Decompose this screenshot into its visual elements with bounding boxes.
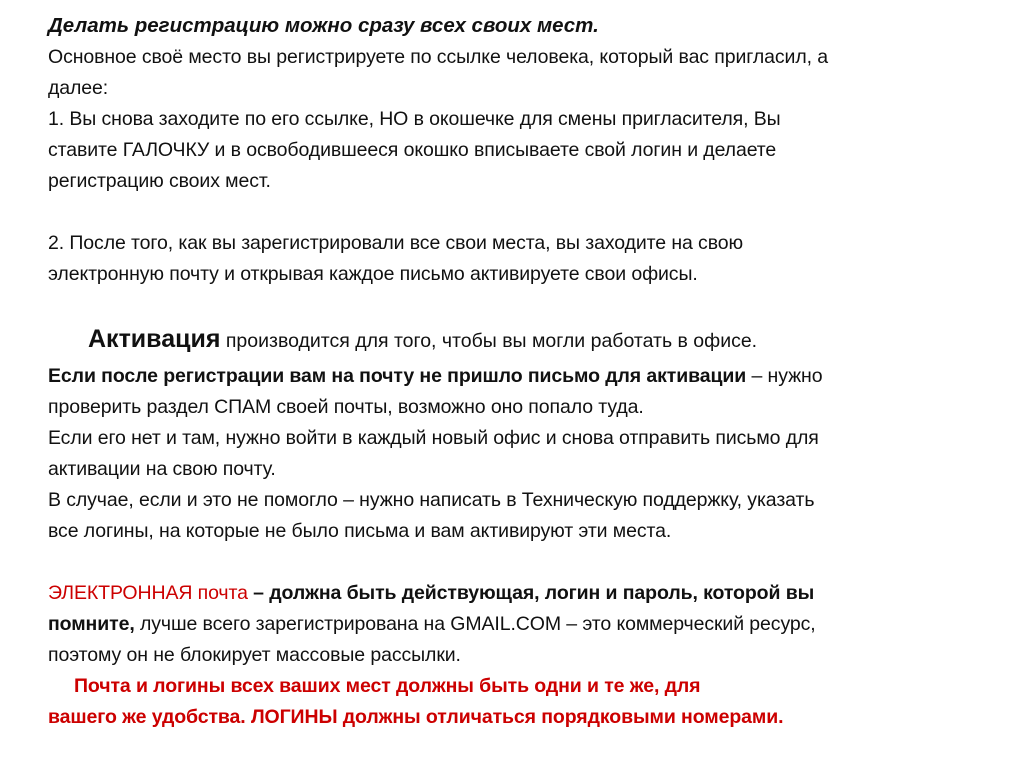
email-bold-requirement: – должна быть действующая, логин и пароль, которой вы [247, 582, 815, 604]
email-recommendation: лучше всего зарегистрирована на GMAIL.COM – это коммерческий ресурс, [134, 613, 816, 635]
no-email-line-1 [48, 361, 998, 392]
slide-heading: Делать регистрацию можно сразу всех своих мест. [48, 14, 599, 37]
intro-line-1: Основное своё место вы регистрируете по ссылке человека, который вас пригласил, а [48, 46, 828, 68]
email-bold-remember: помните, [48, 613, 135, 635]
step2-line-2: электронную почту и открывая каждое письмо активируете свои офисы. [48, 263, 698, 285]
activation-paragraph [48, 321, 998, 361]
email-red-label: ЭЛЕКТРОННАЯ почта [48, 582, 248, 604]
final-note-line-1: Почта и логины всех ваших мест должны быть одни и те же, для [74, 675, 701, 697]
spacer [48, 197, 998, 228]
step1-line-3: регистрацию своих мест. [48, 170, 271, 192]
email-note-line-2 [48, 609, 998, 640]
email-note-line-3: поэтому он не блокирует массовые рассылки. [48, 644, 461, 666]
no-email-line-2: проверить раздел СПАМ своей почты, возможно оно попало туда. [48, 396, 644, 418]
email-note-line-1 [48, 578, 998, 609]
no-email-line-3: Если его нет и там, нужно войти в каждый новый офис и снова отправить письмо для [48, 427, 819, 449]
step1-line-2: ставите ГАЛОЧКУ и в освободившееся окошко вписываете свой логин и делаете [48, 139, 777, 161]
no-email-bold: Если после регистрации вам на почту не пришло письмо для активации [48, 365, 747, 387]
final-note-line-2: вашего же удобства. ЛОГИНЫ должны отличаться порядковыми номерами. [48, 706, 784, 728]
intro-line-2: далее: [48, 77, 109, 99]
activation-word: Активация [88, 325, 221, 353]
activation-rest: производится для того, чтобы вы могли работать в офисе. [220, 330, 758, 352]
no-email-line-6: все логины, на которые не было письма и вам активируют эти места. [48, 520, 672, 542]
spacer [48, 290, 998, 321]
no-email-line-5: В случае, если и это не помогло – нужно написать в Техническую поддержку, указать [48, 489, 815, 511]
step1-line-1: 1. Вы снова заходите по его ссылке, НО в окошечке для смены пригласителя, Вы [48, 108, 781, 130]
step2-line-1: 2. После того, как вы зарегистрировали все свои места, вы заходите на свою [48, 232, 744, 254]
spacer [48, 547, 998, 578]
no-email-line-4: активации на свою почту. [48, 458, 276, 480]
no-email-rest: – нужно [746, 365, 823, 387]
slide-content [48, 10, 998, 733]
